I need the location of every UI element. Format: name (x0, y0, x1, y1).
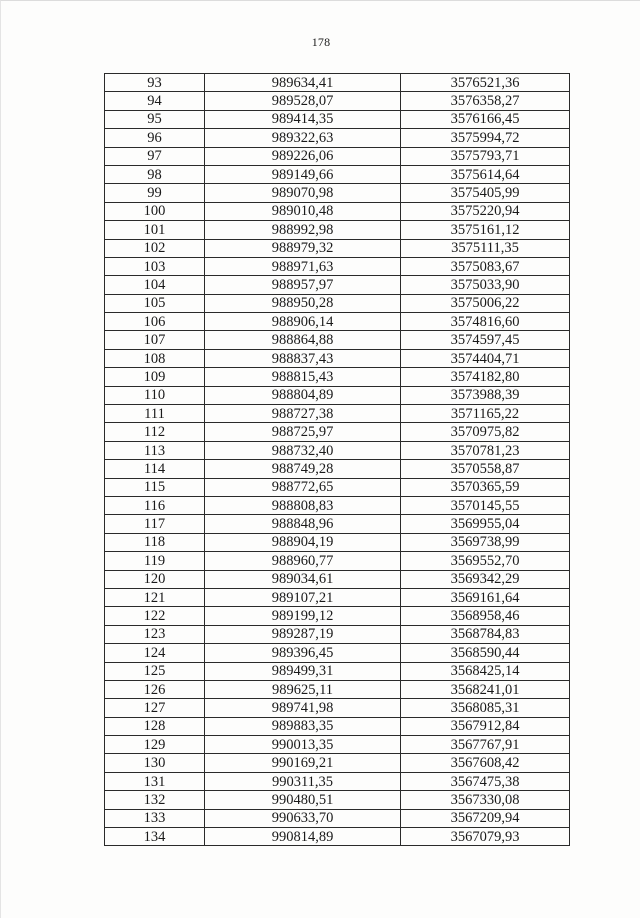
table-row (105, 699, 570, 717)
y-coordinate-cell: 3574182,80 (401, 368, 570, 386)
point-number-cell: 103 (105, 257, 205, 275)
point-number-cell: 96 (105, 129, 205, 147)
table-row (105, 809, 570, 827)
table-row (105, 607, 570, 625)
table-row (105, 349, 570, 367)
point-number-cell: 124 (105, 644, 205, 662)
table-row (105, 221, 570, 239)
y-coordinate-cell: 3575405,99 (401, 184, 570, 202)
point-number-cell: 117 (105, 515, 205, 533)
x-coordinate-cell: 989396,45 (205, 644, 401, 662)
point-number-cell: 105 (105, 294, 205, 312)
table-row (105, 644, 570, 662)
table-row (105, 625, 570, 643)
x-coordinate-cell: 989322,63 (205, 129, 401, 147)
x-coordinate-cell: 990311,35 (205, 772, 401, 790)
table-row (105, 791, 570, 809)
x-coordinate-cell: 988971,63 (205, 257, 401, 275)
table-row (105, 736, 570, 754)
point-number-cell: 104 (105, 276, 205, 294)
y-coordinate-cell: 3571165,22 (401, 405, 570, 423)
y-coordinate-cell: 3575161,12 (401, 221, 570, 239)
point-number-cell: 125 (105, 662, 205, 680)
table-row (105, 423, 570, 441)
point-number-cell: 134 (105, 828, 205, 846)
point-number-cell: 123 (105, 625, 205, 643)
x-coordinate-cell: 988979,32 (205, 239, 401, 257)
x-coordinate-cell: 988837,43 (205, 349, 401, 367)
x-coordinate-cell: 988906,14 (205, 313, 401, 331)
y-coordinate-cell: 3568784,83 (401, 625, 570, 643)
y-coordinate-cell: 3570558,87 (401, 460, 570, 478)
x-coordinate-cell: 988960,77 (205, 552, 401, 570)
point-number-cell: 111 (105, 405, 205, 423)
table-row (105, 368, 570, 386)
x-coordinate-cell: 988815,43 (205, 368, 401, 386)
coordinates-table-body (105, 74, 570, 846)
x-coordinate-cell: 988725,97 (205, 423, 401, 441)
point-number-cell: 121 (105, 588, 205, 606)
table-row (105, 680, 570, 698)
x-coordinate-cell: 989149,66 (205, 165, 401, 183)
table-row (105, 110, 570, 128)
x-coordinate-cell: 990169,21 (205, 754, 401, 772)
x-coordinate-cell: 989625,11 (205, 680, 401, 698)
x-coordinate-cell: 988950,28 (205, 294, 401, 312)
y-coordinate-cell: 3575083,67 (401, 257, 570, 275)
point-number-cell: 131 (105, 772, 205, 790)
point-number-cell: 101 (105, 221, 205, 239)
table-row (105, 165, 570, 183)
y-coordinate-cell: 3575111,35 (401, 239, 570, 257)
y-coordinate-cell: 3567767,91 (401, 736, 570, 754)
x-coordinate-cell: 988804,89 (205, 386, 401, 404)
point-number-cell: 127 (105, 699, 205, 717)
y-coordinate-cell: 3568241,01 (401, 680, 570, 698)
point-number-cell: 119 (105, 552, 205, 570)
y-coordinate-cell: 3574404,71 (401, 349, 570, 367)
y-coordinate-cell: 3575220,94 (401, 202, 570, 220)
x-coordinate-cell: 990633,70 (205, 809, 401, 827)
page-number: 178 (311, 35, 331, 49)
point-number-cell: 122 (105, 607, 205, 625)
x-coordinate-cell: 990013,35 (205, 736, 401, 754)
table-row (105, 386, 570, 404)
y-coordinate-cell: 3567608,42 (401, 754, 570, 772)
y-coordinate-cell: 3575033,90 (401, 276, 570, 294)
point-number-cell: 94 (105, 92, 205, 110)
y-coordinate-cell: 3575614,64 (401, 165, 570, 183)
x-coordinate-cell: 989741,98 (205, 699, 401, 717)
y-coordinate-cell: 3569552,70 (401, 552, 570, 570)
table-row (105, 552, 570, 570)
table-row (105, 772, 570, 790)
x-coordinate-cell: 989499,31 (205, 662, 401, 680)
y-coordinate-cell: 3567912,84 (401, 717, 570, 735)
y-coordinate-cell: 3576358,27 (401, 92, 570, 110)
x-coordinate-cell: 988772,65 (205, 478, 401, 496)
table-row (105, 239, 570, 257)
point-number-cell: 109 (105, 368, 205, 386)
y-coordinate-cell: 3569738,99 (401, 533, 570, 551)
y-coordinate-cell: 3569161,64 (401, 588, 570, 606)
table-row (105, 496, 570, 514)
y-coordinate-cell: 3570975,82 (401, 423, 570, 441)
point-number-cell: 99 (105, 184, 205, 202)
table-row (105, 533, 570, 551)
x-coordinate-cell: 989883,35 (205, 717, 401, 735)
x-coordinate-cell: 988749,28 (205, 460, 401, 478)
table-row (105, 570, 570, 588)
table-row (105, 717, 570, 735)
x-coordinate-cell: 988732,40 (205, 441, 401, 459)
y-coordinate-cell: 3568958,46 (401, 607, 570, 625)
x-coordinate-cell: 989070,98 (205, 184, 401, 202)
table-row (105, 478, 570, 496)
x-coordinate-cell: 988957,97 (205, 276, 401, 294)
y-coordinate-cell: 3567475,38 (401, 772, 570, 790)
table-row (105, 294, 570, 312)
table-row (105, 184, 570, 202)
y-coordinate-cell: 3567209,94 (401, 809, 570, 827)
x-coordinate-cell: 989010,48 (205, 202, 401, 220)
y-coordinate-cell: 3575994,72 (401, 129, 570, 147)
y-coordinate-cell: 3569342,29 (401, 570, 570, 588)
point-number-cell: 133 (105, 809, 205, 827)
point-number-cell: 95 (105, 110, 205, 128)
point-number-cell: 97 (105, 147, 205, 165)
point-number-cell: 120 (105, 570, 205, 588)
point-number-cell: 116 (105, 496, 205, 514)
point-number-cell: 98 (105, 165, 205, 183)
x-coordinate-cell: 988864,88 (205, 331, 401, 349)
x-coordinate-cell: 989199,12 (205, 607, 401, 625)
table-row (105, 129, 570, 147)
point-number-cell: 132 (105, 791, 205, 809)
point-number-cell: 110 (105, 386, 205, 404)
y-coordinate-cell: 3567079,93 (401, 828, 570, 846)
y-coordinate-cell: 3568590,44 (401, 644, 570, 662)
point-number-cell: 112 (105, 423, 205, 441)
y-coordinate-cell: 3576521,36 (401, 74, 570, 92)
point-number-cell: 114 (105, 460, 205, 478)
table-row (105, 828, 570, 846)
x-coordinate-cell: 988727,38 (205, 405, 401, 423)
x-coordinate-cell: 990814,89 (205, 828, 401, 846)
x-coordinate-cell: 989634,41 (205, 74, 401, 92)
y-coordinate-cell: 3574816,60 (401, 313, 570, 331)
x-coordinate-cell: 990480,51 (205, 791, 401, 809)
table-row (105, 754, 570, 772)
y-coordinate-cell: 3567330,08 (401, 791, 570, 809)
y-coordinate-cell: 3574597,45 (401, 331, 570, 349)
point-number-cell: 115 (105, 478, 205, 496)
table-row (105, 313, 570, 331)
table-row (105, 257, 570, 275)
x-coordinate-cell: 988808,83 (205, 496, 401, 514)
y-coordinate-cell: 3570365,59 (401, 478, 570, 496)
y-coordinate-cell: 3570145,55 (401, 496, 570, 514)
point-number-cell: 93 (105, 74, 205, 92)
point-number-cell: 108 (105, 349, 205, 367)
y-coordinate-cell: 3568085,31 (401, 699, 570, 717)
table-row (105, 74, 570, 92)
point-number-cell: 106 (105, 313, 205, 331)
y-coordinate-cell: 3569955,04 (401, 515, 570, 533)
point-number-cell: 107 (105, 331, 205, 349)
x-coordinate-cell: 988848,96 (205, 515, 401, 533)
x-coordinate-cell: 989287,19 (205, 625, 401, 643)
x-coordinate-cell: 989226,06 (205, 147, 401, 165)
point-number-cell: 129 (105, 736, 205, 754)
y-coordinate-cell: 3573988,39 (401, 386, 570, 404)
table-row (105, 331, 570, 349)
table-row (105, 588, 570, 606)
table-row (105, 405, 570, 423)
point-number-cell: 126 (105, 680, 205, 698)
table-row (105, 276, 570, 294)
coordinates-table (104, 73, 570, 846)
x-coordinate-cell: 988992,98 (205, 221, 401, 239)
point-number-cell: 118 (105, 533, 205, 551)
x-coordinate-cell: 989528,07 (205, 92, 401, 110)
y-coordinate-cell: 3568425,14 (401, 662, 570, 680)
x-coordinate-cell: 989034,61 (205, 570, 401, 588)
table-row (105, 441, 570, 459)
table-row (105, 202, 570, 220)
point-number-cell: 113 (105, 441, 205, 459)
y-coordinate-cell: 3575793,71 (401, 147, 570, 165)
point-number-cell: 102 (105, 239, 205, 257)
x-coordinate-cell: 988904,19 (205, 533, 401, 551)
table-row (105, 460, 570, 478)
y-coordinate-cell: 3576166,45 (401, 110, 570, 128)
table-row (105, 515, 570, 533)
point-number-cell: 128 (105, 717, 205, 735)
y-coordinate-cell: 3575006,22 (401, 294, 570, 312)
table-row (105, 92, 570, 110)
point-number-cell: 130 (105, 754, 205, 772)
point-number-cell: 100 (105, 202, 205, 220)
table-row (105, 662, 570, 680)
x-coordinate-cell: 989414,35 (205, 110, 401, 128)
y-coordinate-cell: 3570781,23 (401, 441, 570, 459)
table-row (105, 147, 570, 165)
x-coordinate-cell: 989107,21 (205, 588, 401, 606)
